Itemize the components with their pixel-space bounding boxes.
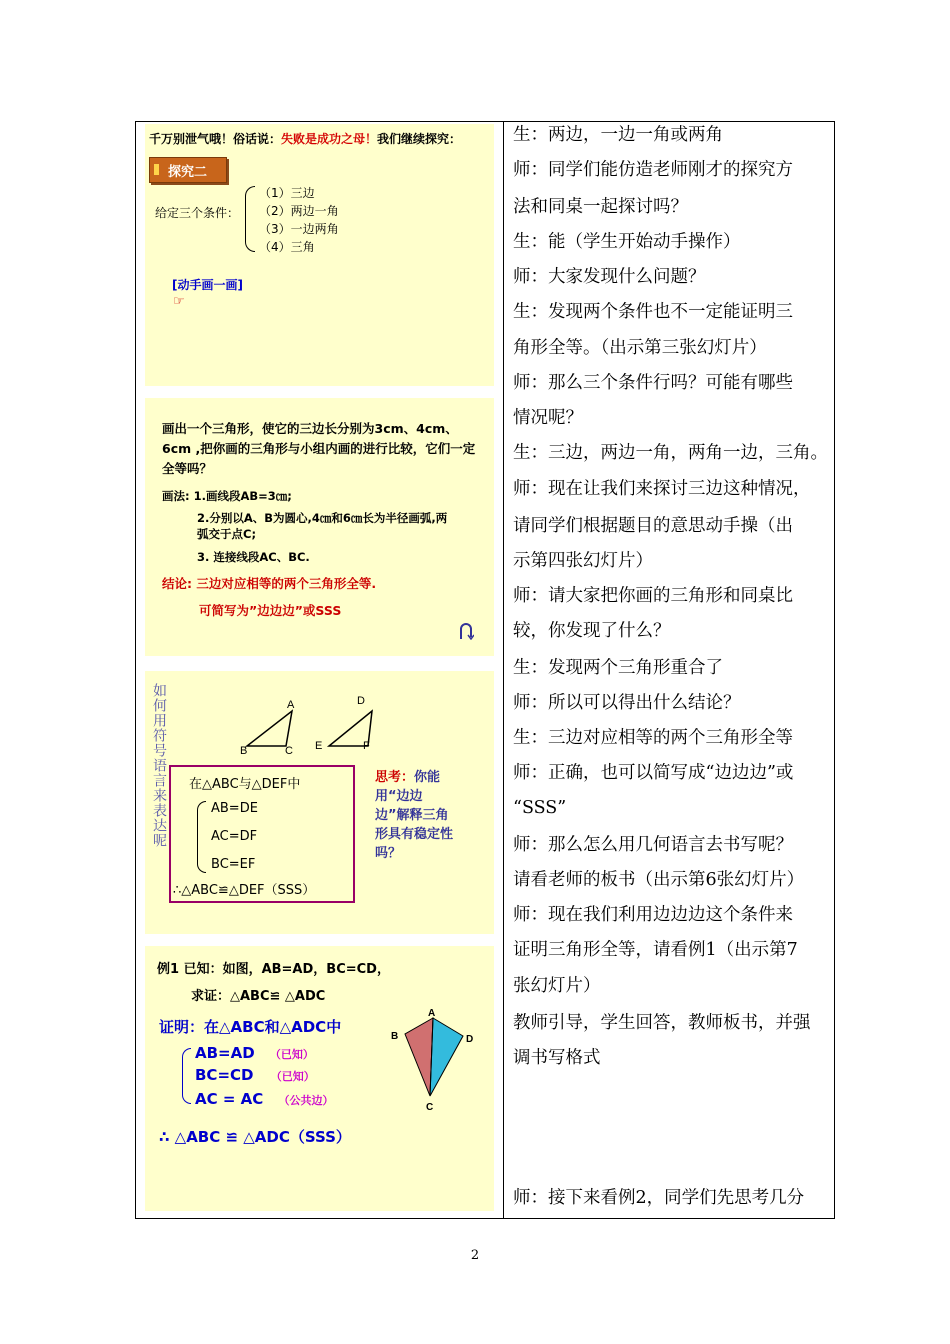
vertical-caption: 如何用符号语言来表达呢 <box>151 683 167 848</box>
conclusion-text: 结论: 三边对应相等的两个三角形全等. <box>162 576 377 591</box>
option-4: （4）三角 <box>259 240 315 254</box>
dialog-line: 师：现在让我们来探讨三边这种情况， <box>513 479 811 499</box>
option-2: （2）两边一角 <box>259 204 339 218</box>
proof-eq-3 <box>195 1090 333 1108</box>
dialog-line: 教师引导，学生回答，教师板书，并强 <box>513 1013 811 1033</box>
dialog-line: “SSS” <box>513 798 567 818</box>
think-prompt <box>375 768 457 863</box>
label-E: E <box>315 740 323 752</box>
dialog-line: 师：大家发现什么问题？ <box>513 267 706 287</box>
eq-ac-df: AC=DF <box>211 829 258 844</box>
construction-question: 画出一个三角形，使它的三边长分别为3cm、4cm、6cm ,把你画的三角形与小组内画的进行比较，它们一定全等吗？ <box>162 421 476 476</box>
option-3: （3）一边两角 <box>259 222 339 236</box>
dialog-line: 生：三边对应相等的两个三角形全等 <box>513 728 793 748</box>
label-C: C <box>285 745 293 757</box>
kite-label-C: C <box>426 1102 434 1113</box>
dialog-line: 师：正确，也可以简写成“边边边”或 <box>513 763 794 783</box>
badge-bar-icon <box>154 164 159 175</box>
dialog-line: 法和同桌一起探讨吗？ <box>513 197 688 217</box>
dialog-line-last: 师：接下来看例2，同学们先思考几分 <box>513 1188 805 1208</box>
method-step-2: 2.分别以A、B为圆心,4㎝和6㎝长为半径画弧,两 <box>197 511 448 525</box>
method-step-3: 3. 连接线段AC、BC. <box>197 550 310 564</box>
dialog-line: 较，你发现了什么？ <box>513 621 671 641</box>
dialog-line: 请看老师的板书（出示第6张幻灯片） <box>513 870 805 890</box>
given-label: 给定三个条件： <box>155 206 240 220</box>
dialog-line: 张幻灯片） <box>513 976 601 996</box>
dialog-line: 生：发现两个三角形重合了 <box>513 658 723 678</box>
dialog-line: 师：同学们能仿造老师刚才的探究方 <box>513 160 793 180</box>
dialog-line: 生：两边，一边一角或两角 <box>513 125 723 145</box>
eq-reason: （已知） <box>269 1048 314 1061</box>
dialog-line: 师：现在我们利用边边边这个条件来 <box>513 905 793 925</box>
column-divider <box>503 121 504 1219</box>
eq-bc-ef: BC=EF <box>211 857 256 872</box>
kite-label-A: A <box>428 1008 436 1019</box>
dialog-line: 师：那么三个条件行吗？可能有哪些 <box>513 373 793 393</box>
eq-text: AC = AC <box>195 1090 264 1108</box>
dialog-line: 请同学们根据题目的意思动手操（出 <box>513 516 793 536</box>
dialog-line: 角形全等。（出示第三张幻灯片） <box>513 338 767 358</box>
eq-text: AB=AD <box>195 1044 255 1062</box>
dialog-line: 证明三角形全等，请看例1（出示第7 <box>513 940 798 960</box>
label-F: F <box>363 740 370 752</box>
dialog-line: 示第四张幻灯片） <box>513 551 653 571</box>
two-triangles-figure <box>235 691 395 761</box>
slide1-heading <box>149 130 461 147</box>
eq-reason: （公共边） <box>278 1094 334 1107</box>
proof-title: 证明：在△ABC和△ADC中 <box>159 1018 342 1036</box>
example-given: 例1 已知：如图，AB=AD，BC=CD， <box>157 962 390 977</box>
heading-red: 失败是成功之母！ <box>281 132 378 146</box>
eq-reason: （已知） <box>270 1070 315 1083</box>
slide-example-1 <box>145 946 494 1211</box>
sss-proof-box <box>169 765 355 903</box>
badge-label: 探究二 <box>168 165 208 180</box>
return-arrow-icon[interactable] <box>458 622 474 640</box>
kite-figure <box>385 1006 485 1116</box>
proof-eq-1 <box>195 1044 314 1062</box>
label-A: A <box>287 699 295 711</box>
dialog-line: 师：那么怎么用几何语言去书写呢？ <box>513 835 793 855</box>
eq-text: BC=CD <box>195 1066 254 1084</box>
think-text: 你能用“边边边”解释三角形具有稳定性吗？ <box>375 770 454 861</box>
dialog-line: 师：请大家把你画的三角形和同桌比 <box>513 586 793 606</box>
box-title: 在△ABC与△DEF中 <box>189 777 301 792</box>
slide-symbolic-language <box>145 671 494 934</box>
kite-label-B: B <box>391 1031 399 1042</box>
dialog-line: 生：能（学生开始动手操作） <box>513 232 741 252</box>
brace-icon <box>182 1048 191 1104</box>
slide-sss-construction <box>145 398 494 656</box>
eq-ab-de: AB=DE <box>211 801 258 816</box>
heading-part2: 我们继续探究： <box>377 132 462 146</box>
method-step-1: 画法: 1.画线段AB=3㎝; <box>162 489 292 503</box>
page-number: 2 <box>470 1248 480 1263</box>
slide-explore-two <box>145 124 494 386</box>
explore-badge <box>149 157 227 183</box>
heading-part1: 千万别泄气哦！俗话说： <box>149 132 282 146</box>
pointing-hand-icon[interactable]: ☞ <box>173 294 185 309</box>
proof-result: ∴ △ABC ≌ △ADC（SSS） <box>159 1128 351 1146</box>
draw-link[interactable]: [动手画一画] <box>172 278 243 292</box>
dialog-line: 师：所以可以得出什么结论？ <box>513 693 741 713</box>
dialog-line: 生：三边，两边一角，两角一边，三角。 <box>513 443 828 463</box>
think-label: 思考： <box>375 770 415 785</box>
brace-icon <box>197 801 206 873</box>
option-1: （1）三边 <box>259 186 315 200</box>
method-step-2-cont: 弧交于点C; <box>197 527 257 541</box>
brace-icon <box>245 186 255 252</box>
dialog-line: 情况呢？ <box>513 408 583 428</box>
dialog-line: 生：发现两个条件也不一定能证明三 <box>513 302 793 322</box>
proof-eq-2 <box>195 1066 315 1084</box>
example-prove: 求证：△ABC≌ △ADC <box>191 989 326 1004</box>
dialog-line: 调书写格式 <box>513 1048 601 1068</box>
label-B: B <box>240 745 248 757</box>
conclusion-abbrev: 可简写为”边边边”或SSS <box>199 603 342 618</box>
box-result: ∴△ABC≌△DEF（SSS） <box>173 883 316 898</box>
label-D: D <box>357 695 365 707</box>
kite-label-D: D <box>466 1034 474 1045</box>
